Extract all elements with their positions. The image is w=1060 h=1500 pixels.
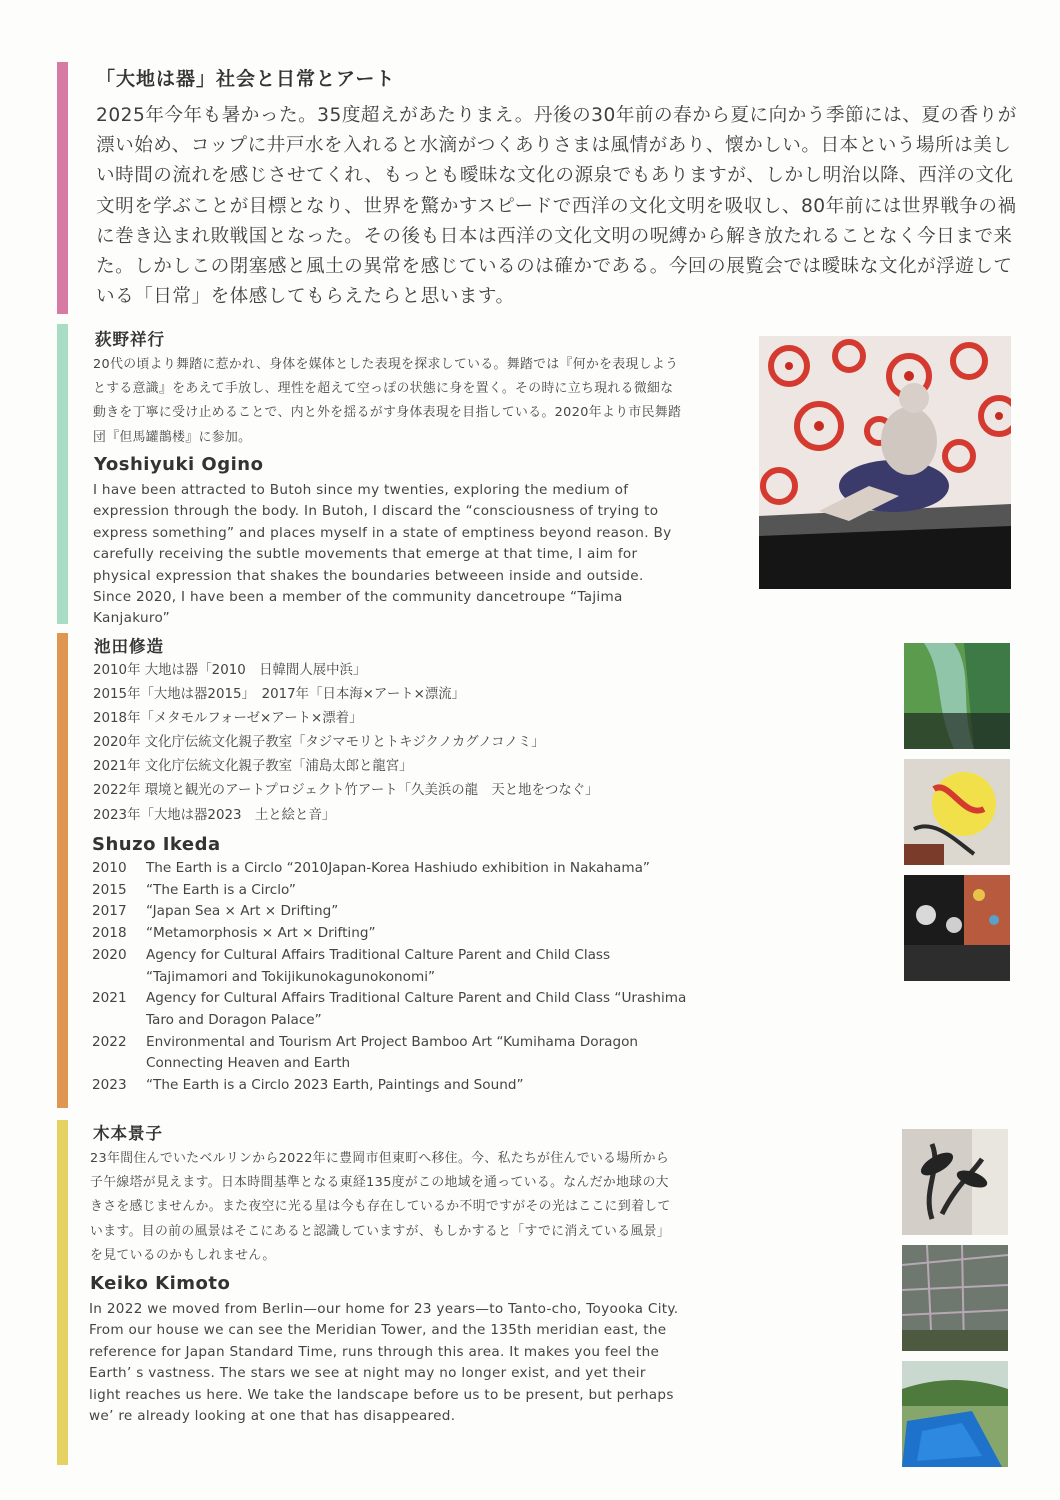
list-item: 2020 Agency for Cultural Affairs Traditional Calture Parent and Child Class “Tajimamori and Tokijikunokagunokonomi” <box>92 946 611 985</box>
ogino-butoh-photo <box>759 336 1011 589</box>
intro-accent-bar <box>57 62 68 314</box>
list-item: 2018年「メタモルフォーゼ×アート×漂着」 <box>93 711 363 727</box>
list-item: 2023 “The Earth is a Circlo 2023 Earth, Paintings and Sound” <box>92 1077 524 1094</box>
list-item: 2023年「大地は器2023 土と絵と音」 <box>93 807 336 823</box>
list-item: 2022 Environmental and Tourism Art Project Bamboo Art “Kumihama Doragon Connecting Heaven and Earth <box>92 1033 639 1072</box>
list-item: 2018 “Metamorphosis × Art × Drifting” <box>92 925 376 942</box>
kimoto-name-jp: 木本景子 <box>93 1124 163 1143</box>
ogino-name-en: Yoshiyuki Ogino <box>94 454 264 475</box>
list-item: 2021年 文化庁伝統文化親子教室「浦島太郎と龍宮」 <box>93 759 413 775</box>
kimoto-name-en: Keiko Kimoto <box>90 1273 231 1294</box>
intro-body: 2025年今年も暑かった。35度超えがあたりまえ。丹後の30年前の春から夏に向かう季節には、夏の香りが漂い始め、コップに井戸水を入れると水滴がつくありさまは風情があり、懐かしい。日本という場所は美しい時間の流れを感じさせてくれ、もっとも曖昧な文化の源泉でもありますが、しかし明治以降、西洋の文化文明を学ぶことが目標となり、世界を驚かすスピードで西洋の文化文明を吸収し、80年前には世界戦争の禍に巻き込まれ敗戦国となった。その後も日本は西洋の文化文明の呪縛から解き放たれることなく今日まで来た。しかしこの閉塞感と風土の異常を感じているのは確かである。今回の展覧会では曖昧な文化が浮遊している「日常」を体感してもらえたらと思います。 <box>96 105 1017 308</box>
list-item: 2015 “The Earth is a Circlo” <box>92 881 296 898</box>
list-item: 2010年 大地は器「2010 日韓間人展中浜」 <box>93 663 367 678</box>
list-item: 2022年 環境と観光のアートプロジェクト竹アート「久美浜の龍 天と地をつなぐ」 <box>93 783 599 799</box>
kimoto-landscape-photo <box>902 1361 1008 1467</box>
intro-title: 「大地は器」社会と日常とアート <box>96 68 396 90</box>
ogino-bio-jp: 20代の頃より舞踏に惹かれ、身体を媒体とした表現を探求している。舞踏では『何かを表現しようとする意識』をあえて手放し、理性を超えて空っぽの状態に身を置く。その時に立ち現れる微細な動きを丁寧に受け止めることで、内と外を揺るがす身体表現を目指している。2020年より市民舞踏団『但馬罐鵲楼』に参加。 <box>93 357 682 445</box>
ikeda-bamboo-photo <box>904 643 1010 749</box>
ikeda-installation-photo <box>904 875 1010 981</box>
kimoto-window-photo <box>902 1245 1008 1351</box>
list-item: 2020年 文化庁伝統文化親子教室「タジマモリとトキジクノカグノコノミ」 <box>93 735 545 751</box>
kimoto-bio-en: In 2022 we moved from Berlin—our home for 23 years—to Tanto-cho, Toyooka City. From our house we can see the Meridian Tower, and the 135th meridian east, the reference for Japan Standard Time, runs through this area. It makes you feel the Earth’ s vastness. The stars we see at night may no longer exist, and yet their light reaches us here. We take the landscape before us to be present, but perhaps we’ re already looking at one that has disappeared. <box>89 1301 679 1425</box>
ogino-bio-en: I have been attracted to Butoh since my twenties, exploring the medium of expression through the body. In Butoh, I discard the “consciousness of trying to express something” and places myself in a state of emptiness beyond reason. By carefully receiving the subtle movements that emerge at that time, I aim for physical expression that shakes the boundaries betweeen inside and outside. Since 2020, I have been a member of the community dancetroupe “Tajima Kanjakuro” <box>93 482 672 627</box>
ogino-accent-bar <box>57 324 68 624</box>
list-item: 2017 “Japan Sea × Art × Drifting” <box>92 903 339 920</box>
ikeda-history-en <box>92 858 692 1097</box>
list-item: 2021 Agency for Cultural Affairs Traditional Calture Parent and Child Class “Urashima Taro and Doragon Palace” <box>92 990 687 1028</box>
list-item: 2010 The Earth is a Circlo “2010Japan-Korea Hashiudo exhibition in Nakahama” <box>92 860 650 876</box>
kimoto-plant-photo <box>902 1129 1008 1235</box>
ikeda-history-jp <box>93 659 599 828</box>
ikeda-name-jp: 池田修造 <box>94 637 164 656</box>
list-item: 2015年「大地は器2015」 2017年「日本海×アート×漂流」 <box>93 687 465 703</box>
ikeda-accent-bar <box>57 633 68 1108</box>
ogino-name-jp: 荻野祥行 <box>95 330 165 349</box>
kimoto-bio-jp: 23年間住んでいたベルリンから2022年に豊岡市但東町へ移住。今、私たちが住んでいる場所から子午線塔が見えます。日本時間基準となる東経135度がこの地域を通っている。なんだか地球の大きさを感じませんか。また夜空に光る星は今も存在しているか不明ですがその光はここに到着しています。目の前の風景はそこにあると認識していますが、もしかすると「すでに消えている風景」を見ているのかもしれません。 <box>90 1151 671 1263</box>
kimoto-accent-bar <box>57 1120 68 1465</box>
ikeda-name-en: Shuzo Ikeda <box>92 834 221 855</box>
ikeda-painting-photo <box>904 759 1010 865</box>
